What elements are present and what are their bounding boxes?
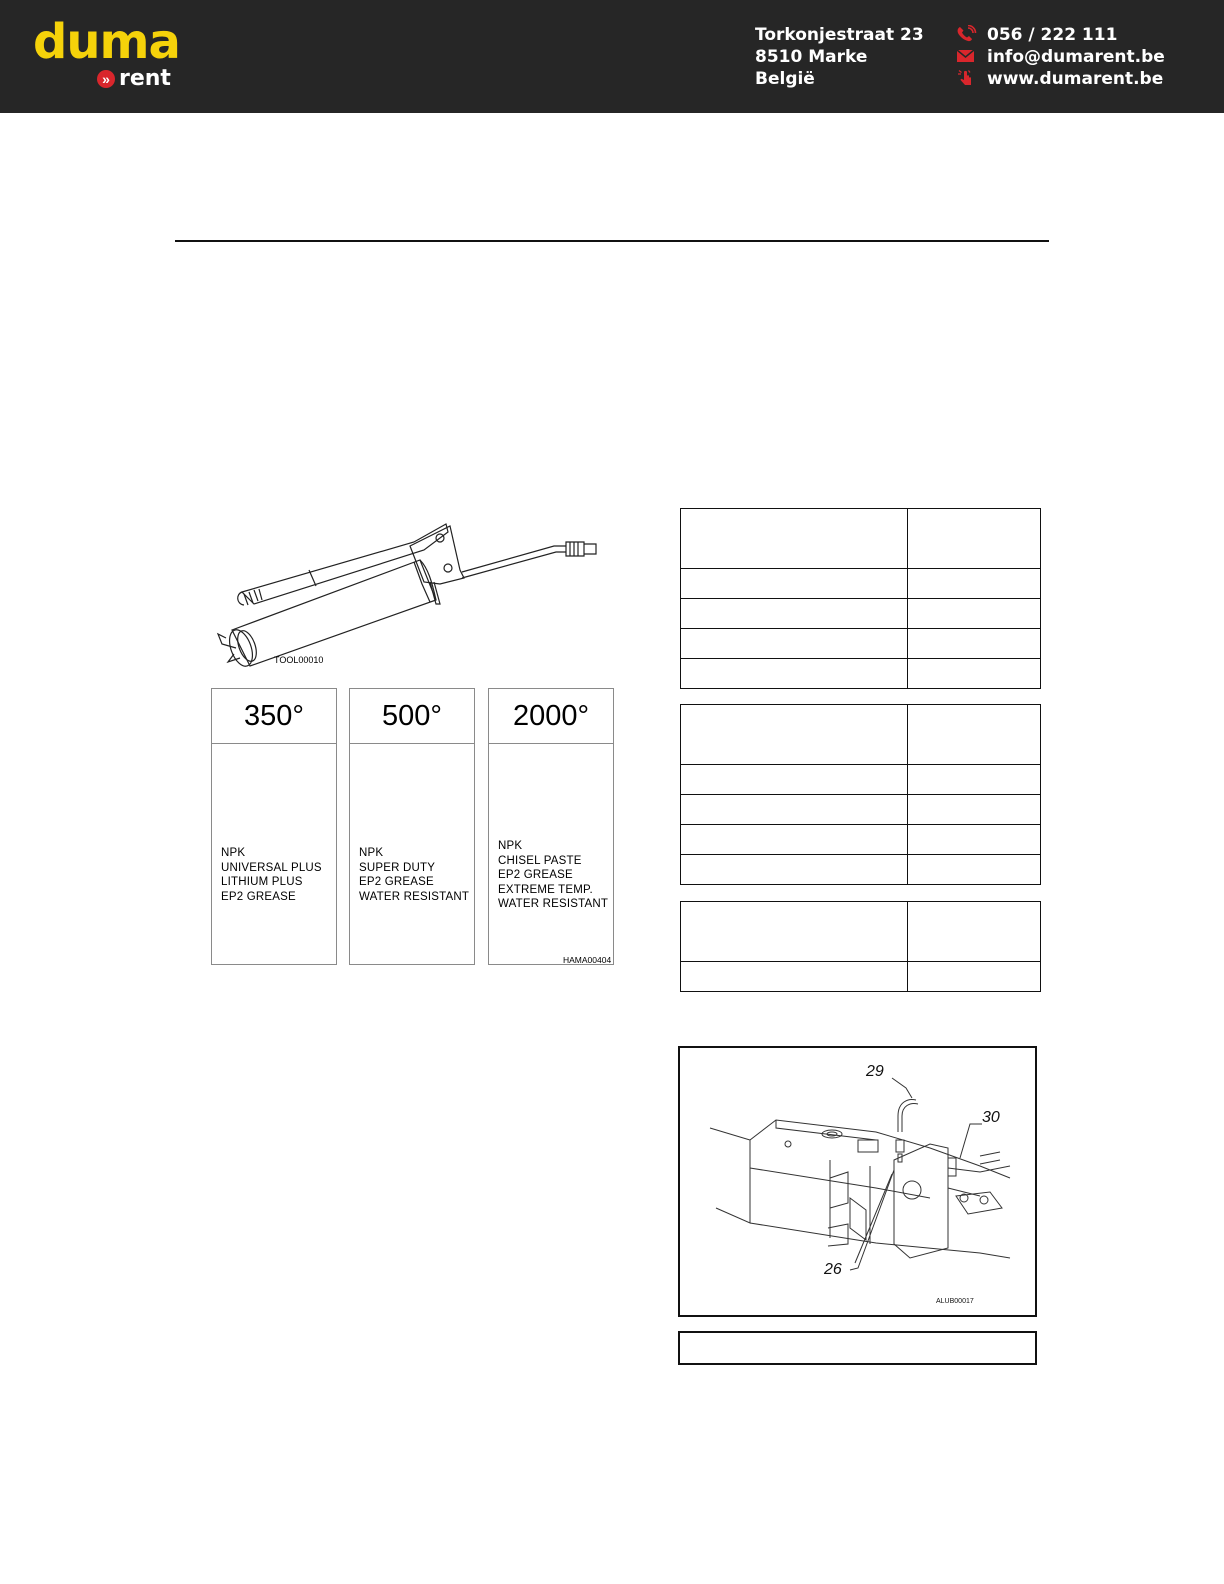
grease-line: NPK: [498, 840, 523, 852]
tool-code: TOOL00010: [274, 655, 324, 665]
figure-code: ALUB00017: [936, 1298, 974, 1305]
callout-label: 26: [824, 1261, 842, 1278]
phone-icon: [955, 25, 977, 43]
grease-line: WATER RESISTANT: [359, 890, 470, 903]
table-row: [681, 825, 1041, 855]
table-header-row: [681, 509, 1041, 569]
address-country: België: [755, 69, 815, 89]
grease-line: EXTREME TEMP.: [498, 883, 593, 896]
spec-table-1: [680, 508, 1041, 689]
table-header-row: [681, 705, 1041, 765]
grease-line: UNIVERSAL PLUS: [221, 861, 322, 874]
logo-sub: [97, 66, 171, 90]
grease-description: [221, 846, 322, 904]
dumarent-logo[interactable]: [33, 14, 183, 98]
website-row[interactable]: [955, 68, 1165, 90]
grease-line: LITHIUM PLUS: [221, 876, 303, 888]
email-row[interactable]: [955, 46, 1165, 68]
grease-line: CHISEL PASTE: [498, 854, 582, 867]
lubrication-point-figure: [678, 1046, 1037, 1317]
temperature-rating: 2000°: [489, 689, 613, 744]
grease-description: [359, 846, 469, 904]
temperature-rating: 350°: [212, 689, 336, 744]
table-row: [681, 795, 1041, 825]
address-city: 8510 Marke: [755, 47, 868, 67]
grease-line: WATER RESISTANT: [498, 898, 609, 910]
company-address: [755, 24, 924, 90]
lubrication-illustration: [680, 1048, 1035, 1315]
spec-table-2: [680, 704, 1041, 885]
table-row: [681, 599, 1041, 629]
table-header-row: [681, 902, 1041, 962]
website-url: www.dumarent.be: [987, 69, 1164, 89]
grease-gun-illustration: [214, 512, 614, 672]
grease-line: EP2 GREASE: [498, 869, 573, 881]
grease-line: EP2 GREASE: [221, 890, 296, 903]
table-row: [681, 765, 1041, 795]
grease-line: NPK: [221, 847, 246, 859]
grease-line: NPK: [359, 847, 384, 859]
contact-info: [955, 24, 1165, 90]
grease-type-card: [488, 688, 614, 965]
grease-description: [498, 839, 608, 912]
grease-types-code: HAMA00404: [563, 955, 612, 965]
address-street: Torkonjestraat 23: [755, 25, 924, 45]
table-row: [681, 962, 1041, 992]
cursor-icon: [955, 69, 977, 87]
table-row: [681, 569, 1041, 599]
temperature-rating: 500°: [350, 689, 474, 744]
double-chevron-icon: »: [97, 70, 115, 88]
table-row: [681, 629, 1041, 659]
phone-row[interactable]: [955, 24, 1165, 46]
table-row: [681, 855, 1041, 885]
grease-line: SUPER DUTY: [359, 861, 436, 874]
callout-label: 29: [866, 1063, 884, 1080]
horizontal-rule: [175, 240, 1049, 242]
grease-type-card: [349, 688, 475, 965]
logo-sub-text: rent: [119, 66, 171, 91]
table-row: [681, 659, 1041, 689]
spec-table-3: [680, 901, 1041, 992]
logo-brand-text: duma: [33, 14, 180, 70]
callout-label: 30: [982, 1109, 1000, 1126]
grease-line: EP2 GREASE: [359, 876, 434, 888]
page-header: [0, 0, 1224, 113]
email-address: info@dumarent.be: [987, 47, 1165, 67]
grease-type-card: [211, 688, 337, 965]
figure-caption-box: [678, 1331, 1037, 1365]
envelope-icon: [955, 47, 977, 65]
phone-number: 056 / 222 111: [987, 25, 1118, 45]
